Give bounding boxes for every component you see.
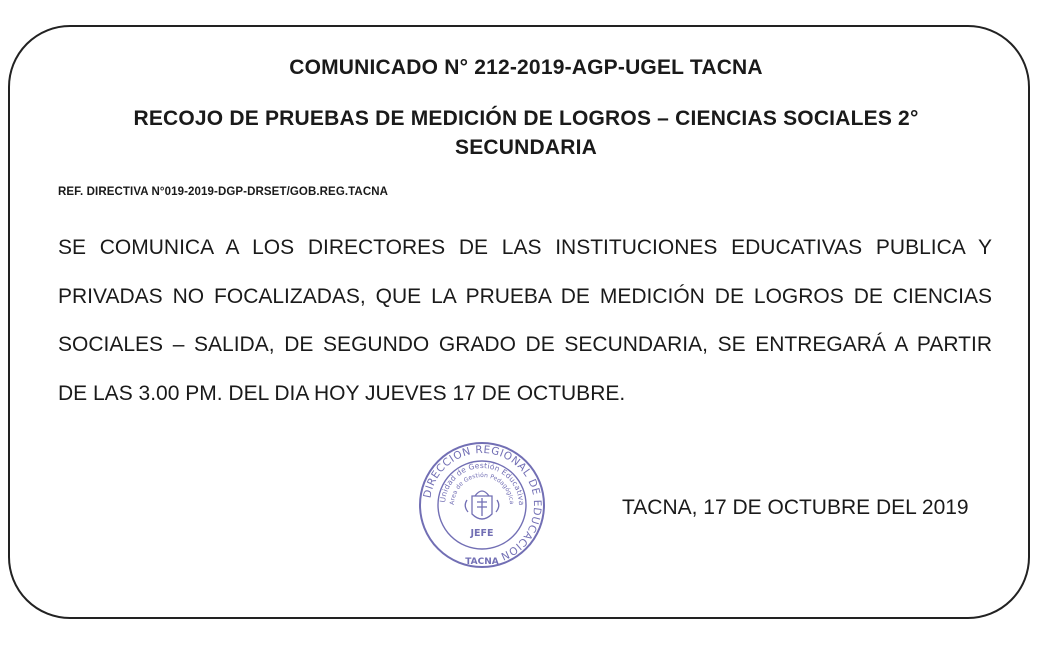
svg-text:JEFE: JEFE (470, 528, 494, 539)
stamp-seal-icon (415, 438, 549, 572)
place-and-date: TACNA, 17 DE OCTUBRE DEL 2019 (622, 496, 969, 519)
body-line: SE COMUNICA A LOS DIRECTORES DE LAS INSTITUCIONES EDUCATIVAS PUBLICA Y (58, 236, 992, 259)
official-stamp (415, 438, 549, 572)
subtitle-line-1: RECOJO DE PRUEBAS DE MEDICIÓN DE LOGROS – CIENCIAS SOCIALES 2° (133, 107, 919, 130)
svg-text:DIRECCION REGIONAL DE EDUCACIO: DIRECCION REGIONAL DE EDUCACION (421, 443, 544, 563)
svg-text:Unidad de Gestión Educativa Lo: Unidad de Gestión Educativa (438, 460, 527, 506)
svg-text:TACNA: TACNA (465, 557, 499, 567)
svg-text:Area de Gestión Pedagógica: Area de Gestión Pedagógica (448, 471, 516, 506)
body-line: SOCIALES – SALIDA, DE SEGUNDO GRADO DE SECUNDARIA, SE ENTREGARÁ A PARTIR (58, 333, 992, 356)
document-title: COMUNICADO N° 212-2019-AGP-UGEL TACNA (289, 56, 763, 79)
subtitle-line-2: SECUNDARIA (454, 136, 597, 159)
reference-line: REF. DIRECTIVA N°019-2019-DGP-DRSET/GOB.REG.TACNA (58, 186, 389, 198)
document-subtitle (0, 104, 1052, 162)
body-line: PRIVADAS NO FOCALIZADAS, QUE LA PRUEBA DE MEDICIÓN DE LOGROS DE CIENCIAS (58, 284, 992, 308)
body-paragraph (58, 224, 992, 418)
body-line: DE LAS 3.00 PM. DEL DIA HOY JUEVES 17 DE OCTUBRE. (58, 381, 626, 405)
